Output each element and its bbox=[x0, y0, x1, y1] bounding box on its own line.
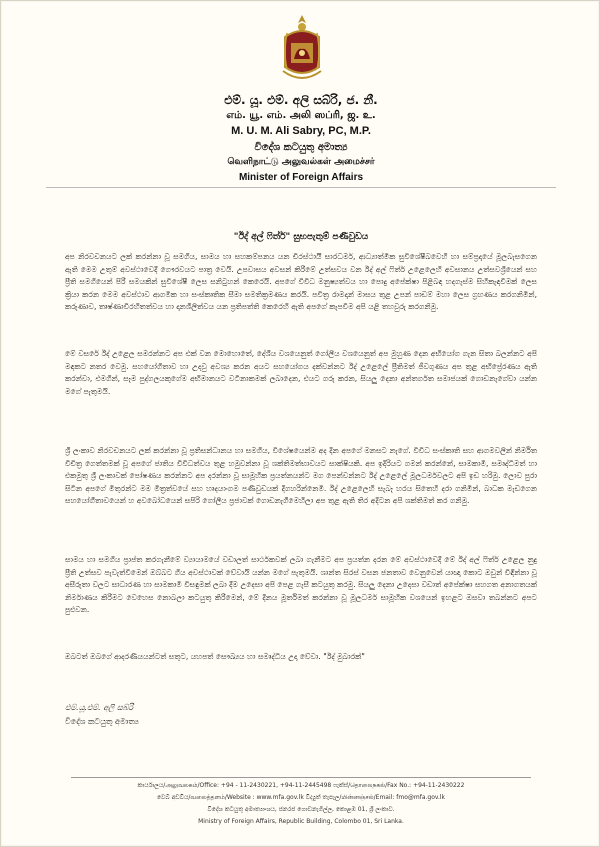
minister-title-english: Minister of Foreign Affairs bbox=[238, 172, 364, 183]
paragraph-2: මේ වසරේ ඊද් උළෙල සමරන්නට අප එක් වන මොහොතේ, දේශීය වශයෙනුත් ගෝලීය වශයෙනුත් අප මුහුණ දෙන අභියෝග ගැන සිතා බලන්නට අපි මඳකට නතර වෙමු. සහයෝගිතාව හා උදවු අවශ්‍ය කරන අයට සහයෝගය දක්වන්නට ඊද් උළෙලේ ප්‍රීතිමත් ජීවගුණය අප තුළ අභිප්‍රේරණය ඇති කරන්වා, එමගින්, සෑම පුද්ගලයකුගේම අභිමානයට වටිනාකමක් ලබාදෙන, එයට ගරු කරන, සියලු දෙනා අන්තර්ගත සමාජයක් ගොඩනැගේවා යන්න මගේ පැතුමයි. bbox=[65, 349, 537, 396]
letter-title: "ඊද් අල් ෆිත්ර්" සුභපැතුම් පණිවුඩය bbox=[233, 232, 369, 242]
minister-title-sinhala: විදේශ කටයුතු අමාත්‍ය bbox=[254, 142, 348, 153]
footer-contact-phone: කාර්යාලය/அலுவலகம்/Office: +94 - 11-2430221, +94-11-2445498 ෆැක්ස්/தொலைநகல்/Fax No.: +94-11-2430222 bbox=[137, 782, 465, 789]
footer-address-sinhala: විදේශ කටයුතු අමාත්‍යාංශය, ජනරජ ගොඩනැගිල්ල, කොළඹ 01, ශ්‍රී ලංකාව. bbox=[207, 806, 395, 813]
paragraph-4: සාමය හා සමගිය ප්‍රාප්ත කරගැනීමේ ව්‍යායාමයේ වඩාලත් සාර්ථකවක් ලබා ගැනීමට අප ප්‍රයත්න දරන මේ අවස්ථාවෙදී මේ ඊද් අල් ෆිත්ර් උළෙල නුදු ප්‍රීති උත්සව පැවැත්වීමෙන් ඔබ්බට ගිය අවස්ථාවක් වේවායි යන්න මගේ පැතුමයි. ශාන්ත සිරස් වසන ජනතාව වෙනුවෙන් යාඥා කොට ඔවුන් විඳින්නා වූ අසීරුතා වලට සාධාරණ හා සාමකාමී විසඳුමක් ලබා දීම උදෙසා අපි පෙළ ගැසී කටයුතු කරමු. සියලු දෙනා උදෙසා වඩාත් අපේක්ෂා සහගත අනාගතයක් නිර්මාණය කිරීමට වෙහෙස නොබලා කටයුතු කිරීමෙන්, මේ දිනය මූර්තිමත් කරන්නා වූ මූලධර්ම සාමූහික වශයෙන් ඉහළට ඔසවා තබන්නට අපට පුළුවන. bbox=[65, 555, 537, 614]
paragraph-3: ශ්‍රී ලංකාව නිරවචනයට ලක් කරන්නා වූ ප්‍රතිසන්ධානය හා සමගිය, විශේෂයෙන්ම අද දින අපගේ මනසට නැගේ. විවිධ සංස්කෘති සහ ආගමවලින් නිර්මිත විචිත්‍ර ගෙත්තමක් වූ අපගේ ජාතිය විවිධත්වය තුළ හමුවන්නා වූ ශක්තිමත්භාවයට සාක්ෂියකි. අප ඉදිරියට ගමන් කරන්නේ, සාමකාමී, සමෘද්ධිමත් හා එකමුතු ශ්‍රී ලංකාවක් පෝෂණය කරන්නට අප දරන්නා වූ සාමූහික ප්‍රයත්නයන්ට මග පෙන්වන්නට ඊද් උළෙලේ මූලධර්මවලට අපි ඉඩ හරිමු. ලොව පුරා සිටින අපගේ මිතුරන්ට මම මිත්‍රත්වයේ සහ හෘදයාංගම පණිවුඩයක් දිගහරින්නෙමි. ඊද් උළෙලෙහි සැබෑ හරය සිතෙහි දරා ගනිමින්, බාධක මැඩගෙන සහයෝගීතාවයෙන් හ අවබෝධයෙන් සපිරි ගෝලීය ප්‍රජාවක් ගොඩනැගීමෙහිලා අප තුළ ඇති තිර අදිටන අපි ශක්තිමත් කර ගනිමු. bbox=[65, 446, 537, 505]
minister-name-tamil: எம். யூ. எம். அலி ஸப்ரி, ஜ. உ. bbox=[226, 110, 376, 121]
minister-name-sinhala: එම්. යූ. එම්. අලි සබ්රි, ජ. නී. bbox=[224, 93, 378, 107]
footer-divider bbox=[71, 777, 531, 778]
footer-address-english: Ministry of Foreign Affairs, Republic Building, Colombo 01, Sri Lanka. bbox=[198, 818, 404, 825]
closing-greeting: ඔබටත් ඔබගේ ආදරණීයයන්ටත් සතුට, යහපත් සෞඛ්‍යය හා සමෘද්ධිය උදා වේවා. "ඊද් මුබාරක්" bbox=[65, 652, 365, 661]
signature-name: එම්.යූ.එම්. අලි සබ්රි bbox=[65, 703, 134, 712]
national-emblem-icon bbox=[279, 13, 325, 85]
footer-contact-web: වෙබ් අඩවිය/வலைத்தளம்/Website : www.mfa.gov.lk විද්‍යුත් තැපෑල/மின்னஞ்சல்/Email: fmo@mfa.gov.lk bbox=[156, 794, 446, 801]
minister-name-english: M. U. M. Ali Sabry, PC, M.P. bbox=[231, 125, 371, 137]
minister-title-tamil: வெளிநாட்டு அலுவல்கள் அமைச்சர் bbox=[227, 157, 375, 167]
header-divider bbox=[46, 187, 556, 188]
paragraph-1: අප නිරවචනයට ලක් කරන්නා වූ සමගිය, සාමය හා සහකම්පනය යන චිරස්ථායී සාරධර්ම, ආධ්‍යාත්මික සුවිශේෂීබවෙහි හා සම්ප්‍රදායේ මූලබැසගෙන ඇති මෙම උතුම් අවස්ථාවෙදී ගෞරවයට පාත්‍ර වෙයි. උපවාසය අවසන් කිරීමේ උත්සවය වන ඊද් අල් ෆිත්ර් උළෙලෙහි අවසානය උත්සවශ්‍රීයෙන් සහ ප්‍රීති සමගියෙන් පිරී සමයකින් සුවිශේෂී ලෙස සනිටුහන් කෙරෙයි. අපගේ විවිධ මනුෂ්‍යත්වය හා පොදු අපේක්ෂා පිළිබඳ හදගැස්ම සිහිකැඳවීමක් ලෙස ක්‍රියා කරන මෙම අවස්ථාව ආගමික හා සංස්කෘතික සීමා සමතික්‍රමණය කරයි. පවිත්‍ර රාමදාන් මාසය තුළ උපන් පාඩම් මහා ලෙස ග්‍රහණය කරගනිමින්, කරුණාව, තෘෂ්ණාවිරහිතත්වය හා දානශීලිත්වය යන ප්‍රතිපත්ති කෙරෙහි ඇති අපගේ කැපවීම අපි යළි තහවුරු කරගනිමු. bbox=[65, 252, 537, 311]
signature-title: විදේශ කටයුතු අමාත්‍ය bbox=[65, 717, 139, 726]
